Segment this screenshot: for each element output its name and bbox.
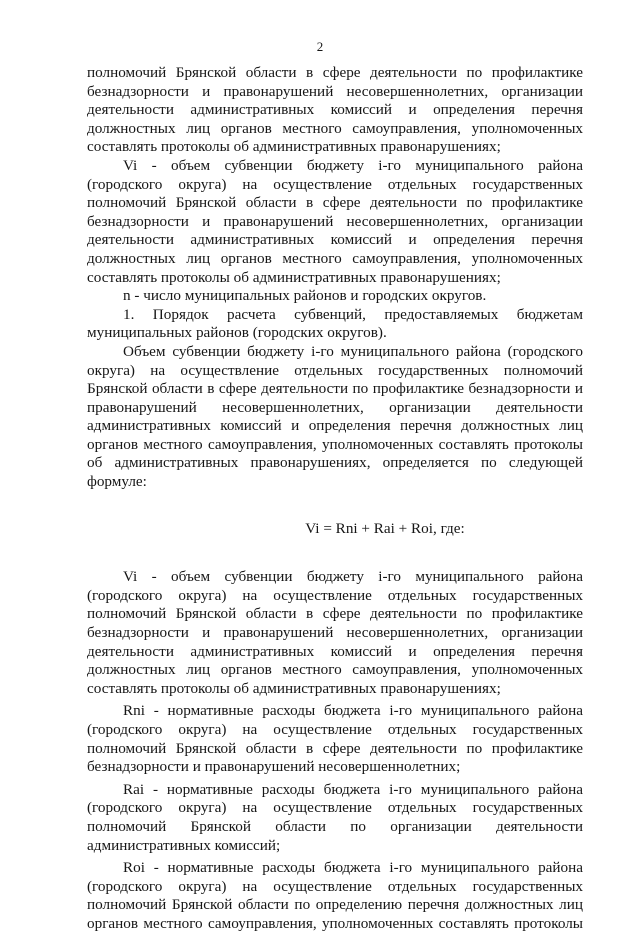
paragraph-n-definition: n - число муниципальных районов и городских округов. <box>123 287 487 305</box>
definition-rai: Rai - нормативные расходы бюджета i-го муниципального района (городского округа) на осуществление отдельных государственных полномочий Брянской области по организации деятельности административных комиссий; <box>87 780 583 854</box>
definition-rni: Rni - нормативные расходы бюджета i-го муниципального района (городского округа) на осуществление отдельных государственных полномочий Брянской области в сфере деятельности по профилактике безнадзорности и правонарушений несовершеннолетних; <box>87 702 583 776</box>
definition-roi: Roi - нормативные расходы бюджета i-го муниципального района (городского округа) на осуществление отдельных государственных полномочий Брянской области по определению перечня должностных лиц органов местного самоуправления, уполномоченных составлять протоколы <box>87 859 583 932</box>
paragraph-subvention-volume: Объем субвенции бюджету i-го муниципального района (городского округа) на осуществление отдельных государственных полномочий Брянской области в сфере деятельности по профилактике безнадзорности и правонарушений несовершеннолетних, организации деятельности административных комиссий и определения перечня должностных лиц органов местного самоуправления, уполномоченных составлять протоколы об административных правонарушениях, определяется по следующей формуле: <box>87 342 583 491</box>
page-number: 2 <box>316 39 324 54</box>
paragraph-vi-definition: Vi - объем субвенции бюджету i-го муниципального района (городского округа) на осуществление отдельных государственных полномочий Брянской области в сфере деятельности по профилактике безнадзорности и правонарушений несовершеннолетних, организации деятельности административных комиссий и определения перечня должностных лиц органов местного самоуправления, уполномоченных составлять протоколы об административных правонарушениях; <box>87 156 583 286</box>
section-heading-1: 1. Порядок расчета субвенций, предоставляемых бюджетам муниципальных районов (городских округов). <box>87 305 583 342</box>
formula: Vi = Rni + Rai + Roi, где: <box>305 519 465 537</box>
paragraph-continuation: полномочий Брянской области в сфере деятельности по профилактике безнадзорности и правонарушений несовершеннолетних, организации деятельности административных комиссий и определения перечня должностных лиц органов местного самоуправления, уполномоченных составлять протоколы об административных правонарушениях; <box>87 64 583 156</box>
document-body <box>87 64 583 934</box>
definition-vi: Vi - объем субвенции бюджету i-го муниципального района (городского округа) на осуществление отдельных государственных полномочий Брянской области в сфере деятельности по профилактике безнадзорности и правонарушений несовершеннолетних, организации деятельности административных комиссий и определения перечня должностных лиц органов местного самоуправления, уполномоченных составлять протоколы об административных правонарушениях; <box>87 568 583 697</box>
